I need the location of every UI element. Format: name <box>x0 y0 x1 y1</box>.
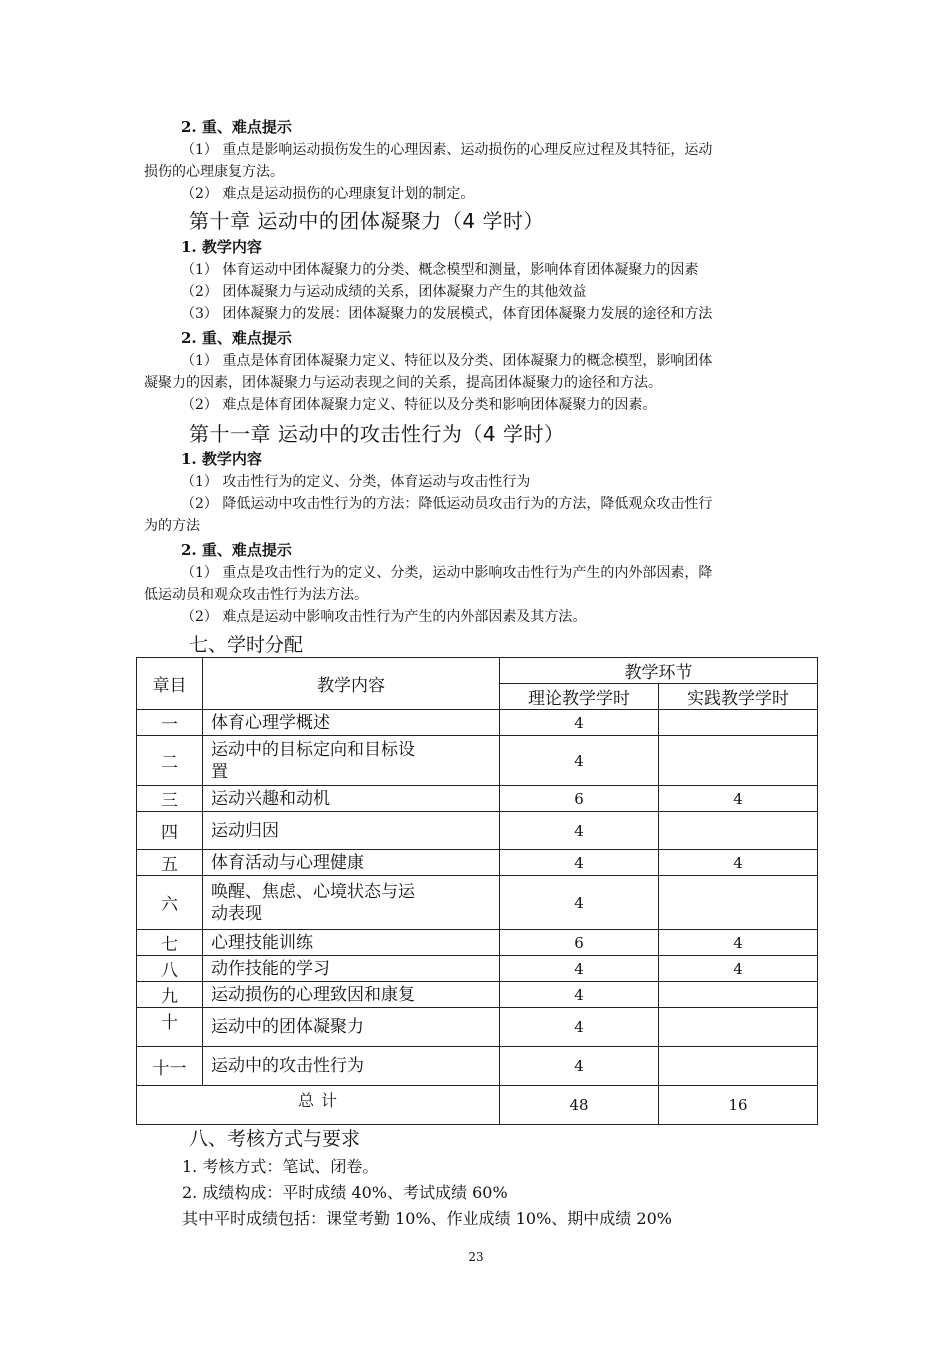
key-points-heading: 2. 重、难点提示 <box>181 329 292 347</box>
header-chapter: 章目 <box>137 658 203 710</box>
cell-content: 体育活动与心理健康 <box>203 850 500 876</box>
paragraph-line: （2） 难点是运动中影响攻击性行为产生的内外部因素及其方法。 <box>181 609 587 625</box>
cell-content: 动作技能的学习 <box>203 956 500 982</box>
table-row <box>137 736 818 786</box>
cell-chapter: 三 <box>137 786 203 812</box>
cell-content: 运动中的目标定向和目标设置 <box>203 736 500 786</box>
key-points-heading: 2. 重、难点提示 <box>181 118 292 136</box>
cell-practice <box>659 812 818 850</box>
cell-practice: 4 <box>659 930 818 956</box>
cell-practice <box>659 982 818 1008</box>
paragraph-line: 其中平时成绩包括：课堂考勤 10%、作业成绩 10%、期中成绩 20% <box>182 1209 672 1228</box>
key-points-heading: 2. 重、难点提示 <box>181 541 292 559</box>
cell-chapter: 八 <box>137 956 203 982</box>
table-row <box>137 850 818 876</box>
cell-chapter: 十一 <box>137 1047 203 1086</box>
table-row <box>137 930 818 956</box>
paragraph-line: （1） 重点是攻击性行为的定义、分类，运动中影响攻击性行为产生的内外部因素，降 <box>181 565 713 581</box>
cell-total-theory: 48 <box>500 1086 659 1125</box>
table-row <box>137 876 818 930</box>
paragraph-line: 损伤的心理康复方法。 <box>144 164 284 180</box>
table-row <box>137 982 818 1008</box>
paragraph-line: 凝聚力的因素，团体凝聚力与运动表现之间的关系，提高团体凝聚力的途径和方法。 <box>144 375 662 391</box>
cell-chapter: 九 <box>137 982 203 1008</box>
table-row <box>137 1047 818 1086</box>
paragraph-line: （1） 重点是影响运动损伤发生的心理因素、运动损伤的心理反应过程及其特征，运动 <box>181 142 713 158</box>
cell-total-label: 总 计 <box>137 1086 500 1125</box>
cell-content: 运动损伤的心理致因和康复 <box>203 982 500 1008</box>
cell-practice: 4 <box>659 786 818 812</box>
cell-theory: 4 <box>500 850 659 876</box>
cell-content: 唤醒、焦虑、心境状态与运动表现 <box>203 876 500 930</box>
teaching-content-heading: 1. 教学内容 <box>181 450 262 468</box>
cell-practice <box>659 710 818 736</box>
cell-theory: 6 <box>500 786 659 812</box>
cell-chapter: 一 <box>137 710 203 736</box>
cell-chapter: 二 <box>137 736 203 786</box>
teaching-content-heading: 1. 教学内容 <box>181 238 262 256</box>
cell-content: 运动中的攻击性行为 <box>203 1047 500 1086</box>
table-row <box>137 812 818 850</box>
cell-practice <box>659 1047 818 1086</box>
table-row <box>137 710 818 736</box>
paragraph-line: （1） 重点是体育团体凝聚力定义、特征以及分类、团体凝聚力的概念模型，影响团体 <box>181 353 713 369</box>
cell-theory: 4 <box>500 1047 659 1086</box>
paragraph-line: （1） 攻击性行为的定义、分类，体育运动与攻击性行为 <box>181 474 531 490</box>
cell-practice <box>659 1008 818 1047</box>
section-8-title: 八、考核方式与要求 <box>189 1128 361 1150</box>
cell-theory: 4 <box>500 736 659 786</box>
cell-content: 体育心理学概述 <box>203 710 500 736</box>
paragraph-line: 2. 成绩构成：平时成绩 40%、考试成绩 60% <box>182 1183 508 1202</box>
cell-theory: 4 <box>500 956 659 982</box>
cell-theory: 4 <box>500 876 659 930</box>
cell-practice <box>659 876 818 930</box>
cell-practice <box>659 736 818 786</box>
table-row-total <box>137 1086 818 1125</box>
cell-total-practice: 16 <box>659 1086 818 1125</box>
cell-theory: 6 <box>500 930 659 956</box>
cell-content: 运动中的团体凝聚力 <box>203 1008 500 1047</box>
cell-theory: 4 <box>500 710 659 736</box>
paragraph-line: （1） 体育运动中团体凝聚力的分类、概念模型和测量，影响体育团体凝聚力的因素 <box>181 262 699 278</box>
paragraph-line: 为的方法 <box>144 518 200 534</box>
header-teaching-stage: 教学环节 <box>500 658 818 684</box>
cell-chapter: 十 <box>137 1008 203 1047</box>
cell-content: 运动归因 <box>203 812 500 850</box>
chapter-10-title: 第十章 运动中的团体凝聚力（4 学时） <box>189 209 544 233</box>
cell-chapter: 七 <box>137 930 203 956</box>
paragraph-line: （3） 团体凝聚力的发展：团体凝聚力的发展模式，体育团体凝聚力发展的途径和方法 <box>181 306 713 322</box>
cell-theory: 4 <box>500 812 659 850</box>
cell-theory: 4 <box>500 982 659 1008</box>
cell-content: 运动兴趣和动机 <box>203 786 500 812</box>
paragraph-line: （2） 团体凝聚力与运动成绩的关系，团体凝聚力产生的其他效益 <box>181 284 587 300</box>
header-content: 教学内容 <box>203 658 500 710</box>
paragraph-line: 低运动员和观众攻击性行为法方法。 <box>144 587 368 603</box>
page-number: 23 <box>468 1250 484 1264</box>
paragraph-line: （2） 难点是体育团体凝聚力定义、特征以及分类和影响团体凝聚力的因素。 <box>181 397 657 413</box>
header-practice-hours: 实践教学学时 <box>659 684 818 710</box>
table-row <box>137 1008 818 1047</box>
cell-theory: 4 <box>500 1008 659 1047</box>
header-theory-hours: 理论教学学时 <box>500 684 659 710</box>
table-row <box>137 786 818 812</box>
paragraph-line: （2） 难点是运动损伤的心理康复计划的制定。 <box>181 186 475 202</box>
table-row <box>137 956 818 982</box>
paragraph-line: （2） 降低运动中攻击性行为的方法：降低运动员攻击行为的方法，降低观众攻击性行 <box>181 496 713 512</box>
cell-practice: 4 <box>659 850 818 876</box>
cell-chapter: 四 <box>137 812 203 850</box>
section-7-title: 七、学时分配 <box>189 634 304 656</box>
cell-practice: 4 <box>659 956 818 982</box>
chapter-11-title: 第十一章 运动中的攻击性行为（4 学时） <box>189 422 565 446</box>
hours-allocation-table <box>136 657 818 1125</box>
cell-chapter: 六 <box>137 876 203 930</box>
cell-chapter: 五 <box>137 850 203 876</box>
paragraph-line: 1. 考核方式：笔试、闭卷。 <box>182 1157 379 1176</box>
cell-content: 心理技能训练 <box>203 930 500 956</box>
